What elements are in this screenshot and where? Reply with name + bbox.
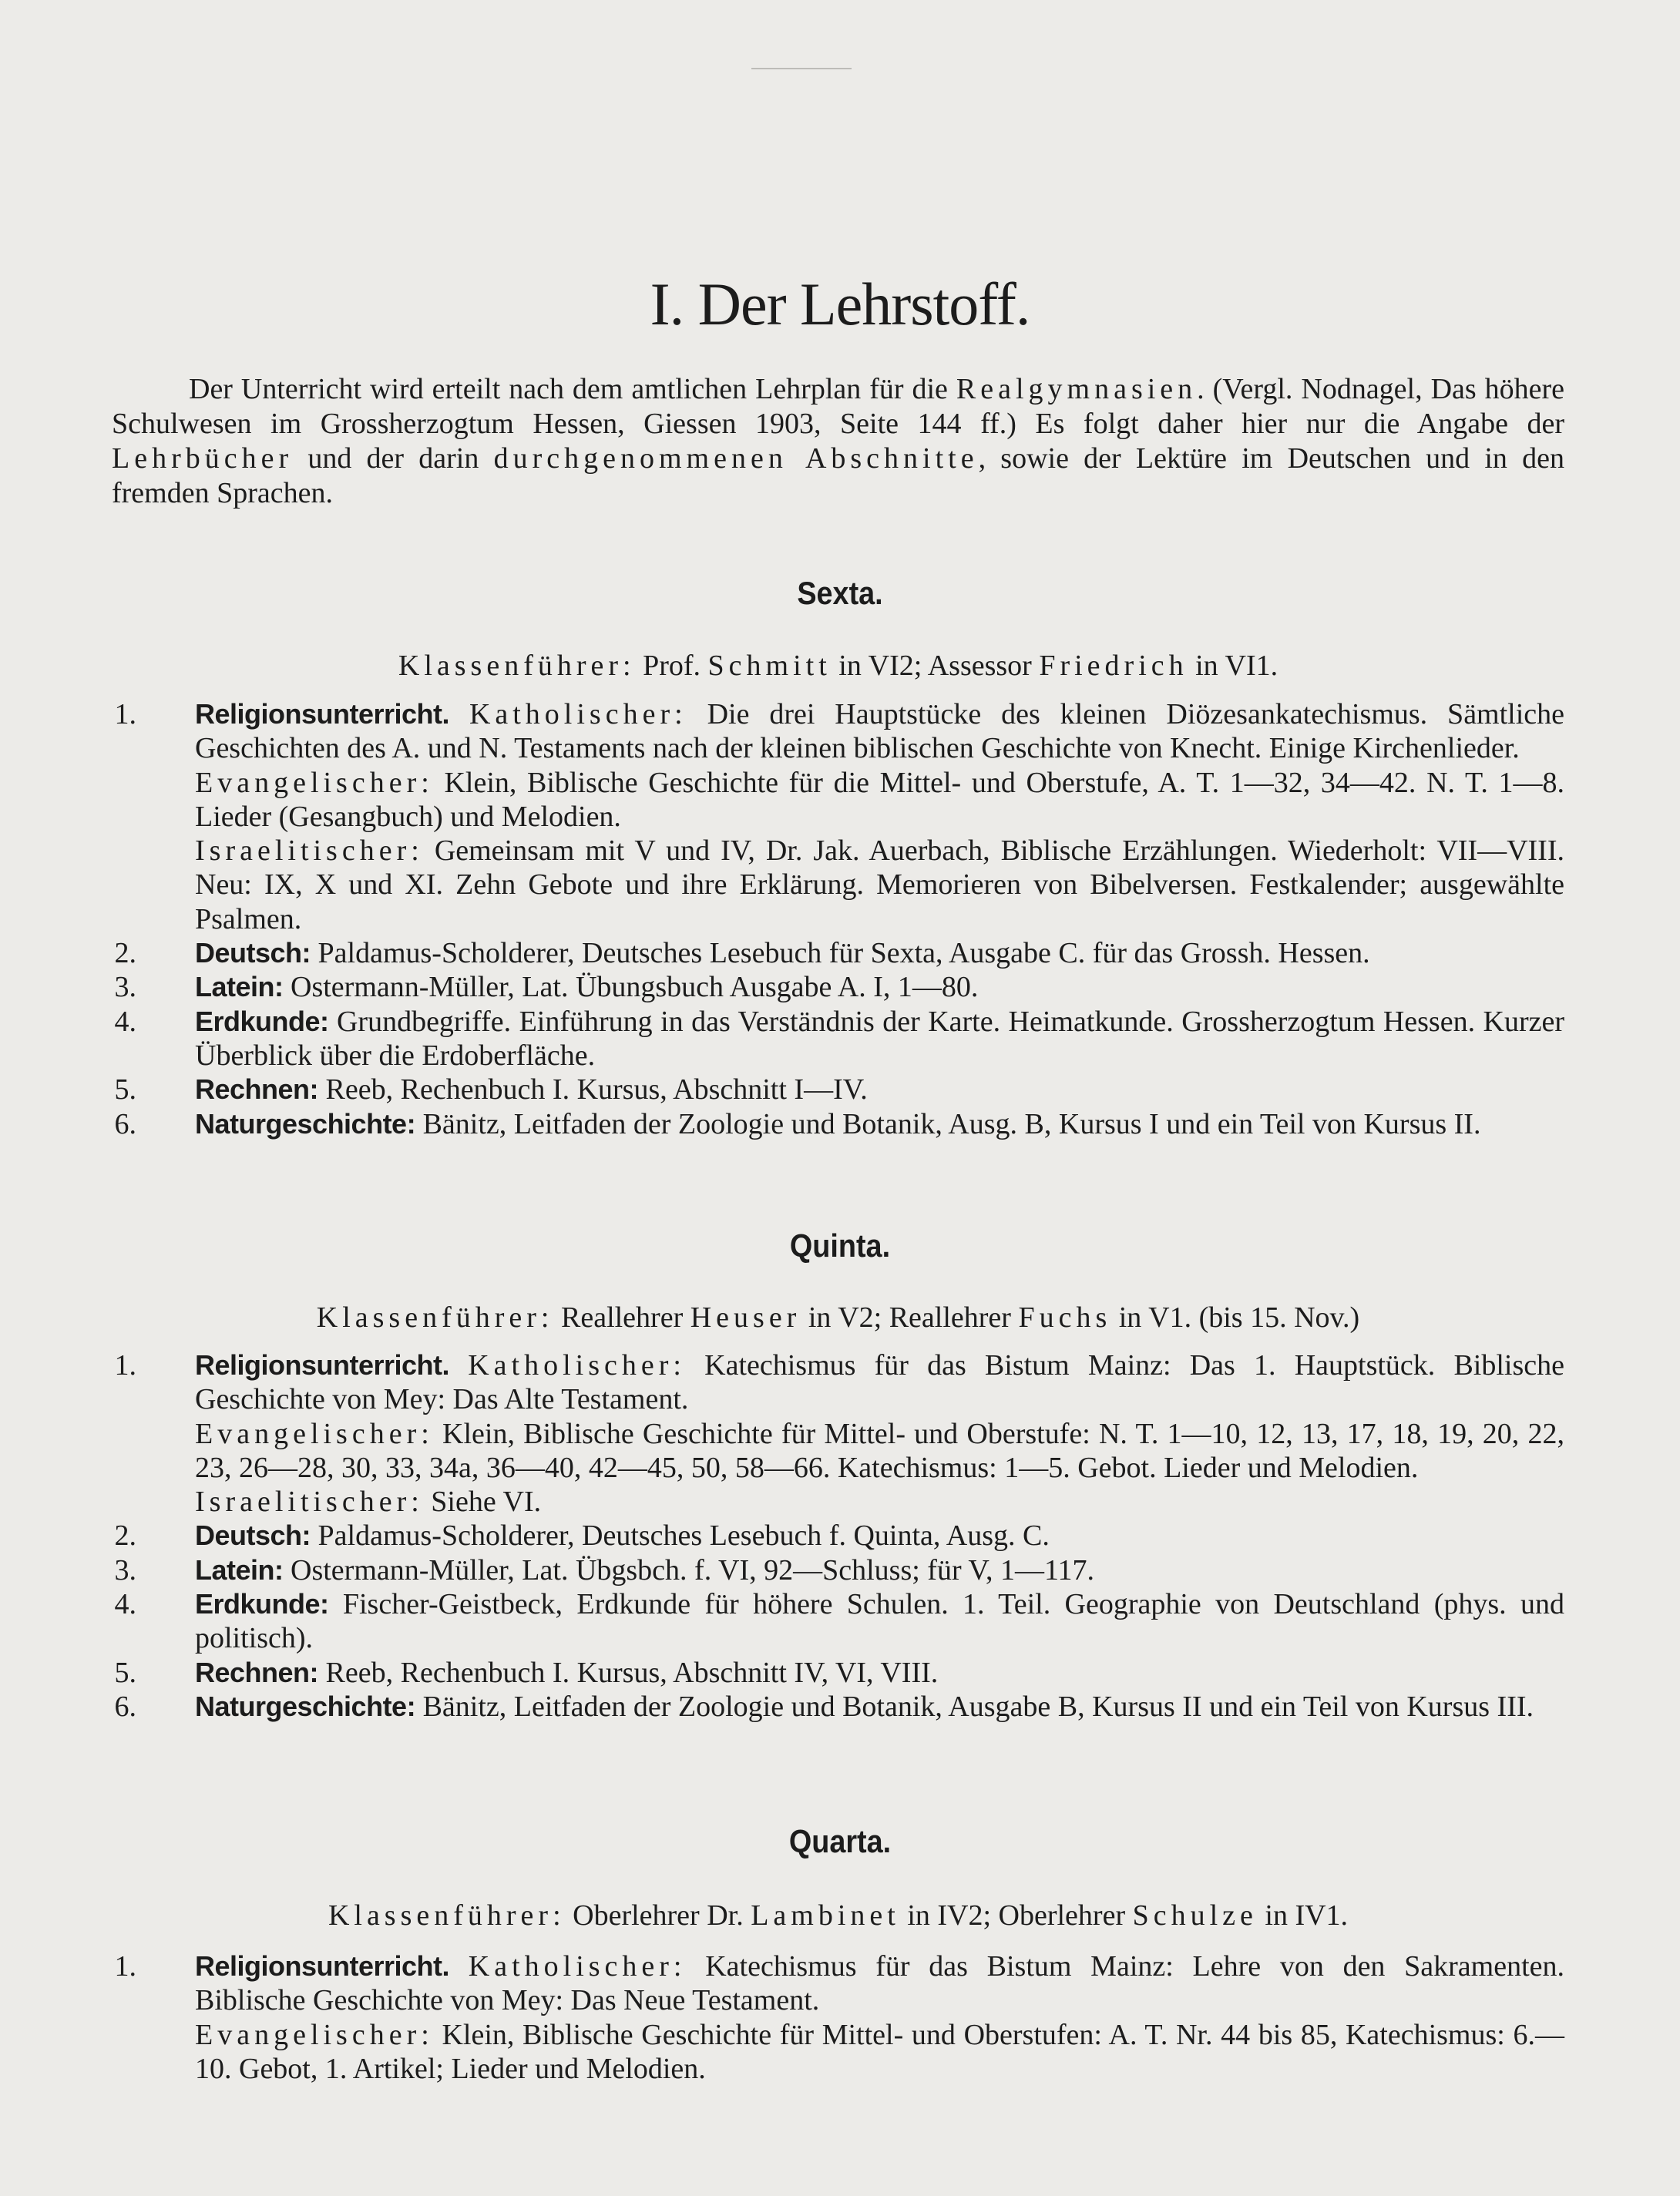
list-item: 4. Erdkunde: Grundbegriffe. Einführung in das Verständnis der Karte. Heimatkunde. Grossherzogtum Hessen. Kurzer Überblick über die Erdoberfläche. xyxy=(114,1005,1565,1072)
section-heading-quinta: Quinta. xyxy=(789,1227,891,1264)
list-item: 1. Religionsunterricht. Katholischer: Katechismus für das Bistum Mainz: Lehre von den Sakramenten. Biblische Geschichte von Mey: Das Neue Testament. Evangelischer: Klein, Biblische Geschichte für Mittel- und Oberstufen: A. T. Nr. 44 bis 85, Katechismus: 6.—10. Gebot, 1. Artikel; Lieder und Melodien. xyxy=(114,1950,1565,2085)
list-item: 2. Deutsch: Paldamus-Scholderer, Deutsches Lesebuch für Sexta, Ausgabe C. für das Grossh. Hessen. xyxy=(114,937,1370,970)
page-title: I. Der Lehrstoff. xyxy=(650,270,1030,337)
list-item: 3. Latein: Ostermann-Müller, Lat. Übgsbch. f. VI, 92—Schluss; für V, 1—117. xyxy=(114,1553,1095,1587)
list-item: 4. Erdkunde: Fischer-Geistbeck, Erdkunde für höhere Schulen. 1. Teil. Geographie von Deutschland (phys. und politisch). xyxy=(114,1588,1564,1655)
subject-list-sexta xyxy=(112,697,1564,1141)
class-leaders-quarta: Klassenführer: Oberlehrer Dr. Lambinet in IV2; Oberlehrer Schulze in IV1. xyxy=(328,1899,1349,1932)
intro-emphasis-lehrbuecher: Lehrbücher xyxy=(112,442,294,475)
intro-paragraph: Der Unterricht wird erteilt nach dem amtlichen Lehrplan für die Realgymnasien. (Vergl. Nodnagel, Das höhere Schulwesen im Grossherzogtum Hessen, Giessen 1903, Seite 144 ff.) Es folgt daher hier nur die Angabe der Lehrbücher und der darin durchgenommenen Abschnitte, sowie der Lektüre im Deutschen und in den fremden Sprachen. xyxy=(112,373,1565,509)
section-heading-sexta: Sexta. xyxy=(797,575,883,611)
intro-emphasis-realgymnasien: Realgymnasien xyxy=(956,373,1198,405)
list-item: 2. Deutsch: Paldamus-Scholderer, Deutsches Lesebuch f. Quinta, Ausg. C. xyxy=(114,1519,1050,1553)
list-item: 1. Religionsunterricht. Katholischer: Katechismus für das Bistum Mainz: Das 1. Hauptstück. Biblische Geschichte von Mey: Das Alte Testament. Evangelischer: Klein, Biblische Geschichte für Mittel- und Oberstufe: N. T. 1—10, 12, 13, 17, 18, 19, 20, 22, 23, 26—28, 30, 33, 34a, 36—40, 42—45, 50, 58—66. Katechismus: 1—5. Gebot. Lieder und Melodien. Israelitischer: Siehe VI. xyxy=(114,1349,1565,1519)
class-leaders-sexta: Klassenführer: Prof. Schmitt in VI2; Assessor Friedrich in VI1. xyxy=(398,650,1278,682)
list-item: 5. Rechnen: Reeb, Rechenbuch I. Kursus, Abschnitt I—IV. xyxy=(114,1073,868,1106)
list-item: 6. Naturgeschichte: Bänitz, Leitfaden der Zoologie und Botanik, Ausg. B, Kursus I und ein Teil von Kursus II. xyxy=(114,1107,1481,1140)
intro-emphasis-abschnitte: durchgenommenen Abschnitte xyxy=(493,442,979,475)
bleed-through-rule xyxy=(751,68,852,69)
list-item: 5. Rechnen: Reeb, Rechenbuch I. Kursus, Abschnitt IV, VI, VIII. xyxy=(114,1656,939,1689)
subject-list-quinta xyxy=(112,1348,1564,1724)
list-item: 1. Religionsunterricht. Katholischer: Die drei Hauptstücke des kleinen Diözesankatechismus. Sämtliche Geschichten des A. und N. Testaments nach der kleinen biblischen Geschichte von Knecht. Einige Kirchenlieder. Evangelischer: Klein, Biblische Geschichte für die Mittel- und Oberstufe, A. T. 1—32, 34—42. N. T. 1—8. Lieder (Gesangbuch) und Melodien. Israelitischer: Gemeinsam mit V und IV, Dr. Jak. Auerbach, Biblische Erzählungen. Wiederholt: VII—VIII. Neu: IX, X und XI. Zehn Gebote und ihre Erklärung. Memorieren von Bibelversen. Festkalender; ausgewählte Psalmen. xyxy=(114,698,1565,935)
section-heading-quarta: Quarta. xyxy=(788,1823,892,1859)
subject-list-quarta xyxy=(112,1949,1564,2086)
list-item: 6. Naturgeschichte: Bänitz, Leitfaden der Zoologie und Botanik, Ausgabe B, Kursus II und ein Teil von Kursus III. xyxy=(114,1690,1534,1723)
class-leaders-quinta: Klassenführer: Reallehrer Heuser in V2; Reallehrer Fuchs in V1. (bis 15. Nov.) xyxy=(316,1301,1360,1334)
list-item: 3. Latein: Ostermann-Müller, Lat. Übungsbuch Ausgabe A. I, 1—80. xyxy=(114,971,979,1004)
